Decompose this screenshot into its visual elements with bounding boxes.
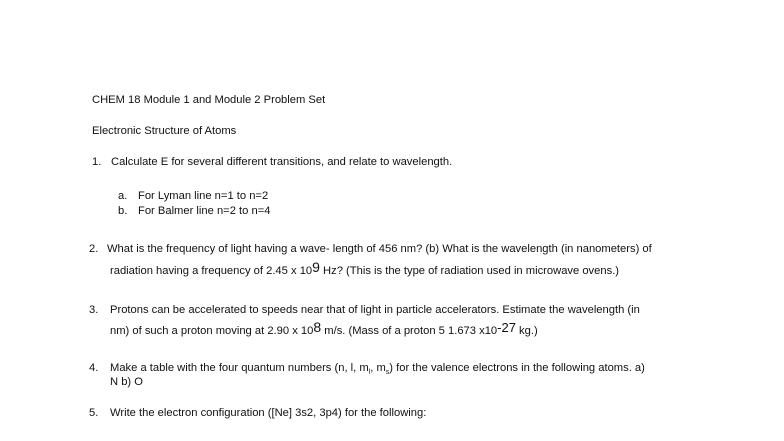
question-4-line1-c: ) for the valence electrons in the following atoms. a)	[389, 362, 645, 374]
question-1b-text: For Balmer line n=2 to n=4	[138, 205, 271, 217]
question-3-line2-b: m/s. (Mass of a proton 5 1.673 x10	[321, 325, 498, 337]
question-2-line2	[110, 259, 620, 278]
course-title: CHEM 18 Module 1 and Module 2 Problem Set	[92, 94, 326, 106]
question-1-text: Calculate E for several different transitions, and relate to wavelength.	[111, 156, 453, 168]
question-4-line2: N b) O	[110, 376, 143, 388]
question-2-number: 2.	[89, 243, 99, 255]
question-4-line1-a: Make a table with the four quantum numbers (n, l, m	[110, 362, 369, 374]
question-3-line1: Protons can be accelerated to speeds near that of light in particle accelerators. Estimate the wavelength (in	[110, 304, 640, 316]
question-2-line1: What is the frequency of light having a wave- length of 456 nm? (b) What is the wavelength (in nanometers) of	[107, 243, 652, 255]
question-1a-label: a.	[118, 190, 128, 202]
question-2-line2-b: Hz? (This is the type of radiation used in microwave ovens.)	[319, 265, 620, 277]
question-1b-label: b.	[118, 205, 128, 217]
question-4-sub-s: s	[385, 369, 390, 377]
question-2-exponent: 9	[312, 259, 320, 275]
section-title: Electronic Structure of Atoms	[92, 125, 237, 137]
question-3-number: 3.	[89, 304, 99, 316]
question-3-line2-c: kg.)	[515, 325, 538, 337]
question-4-line1-b: , m	[370, 362, 386, 374]
question-3-line2-a: nm) of such a proton moving at 2.90 x 10	[110, 325, 314, 337]
question-1-number: 1.	[92, 156, 102, 168]
question-3-exponent-2: -27	[497, 320, 516, 335]
question-3-exponent: 8	[313, 319, 322, 335]
question-5-text: Write the electron configuration ([Ne] 3s2, 3p4) for the following:	[110, 407, 427, 419]
question-5-number: 5.	[89, 407, 99, 419]
question-4-number: 4.	[89, 362, 99, 374]
question-2-line2-a: radiation having a frequency of 2.45 x 10	[110, 265, 313, 277]
question-4-line1	[110, 361, 645, 380]
question-1a-text: For Lyman line n=1 to n=2	[138, 190, 269, 202]
question-3-line2	[110, 319, 538, 338]
question-4-sub-l: l	[368, 369, 371, 377]
